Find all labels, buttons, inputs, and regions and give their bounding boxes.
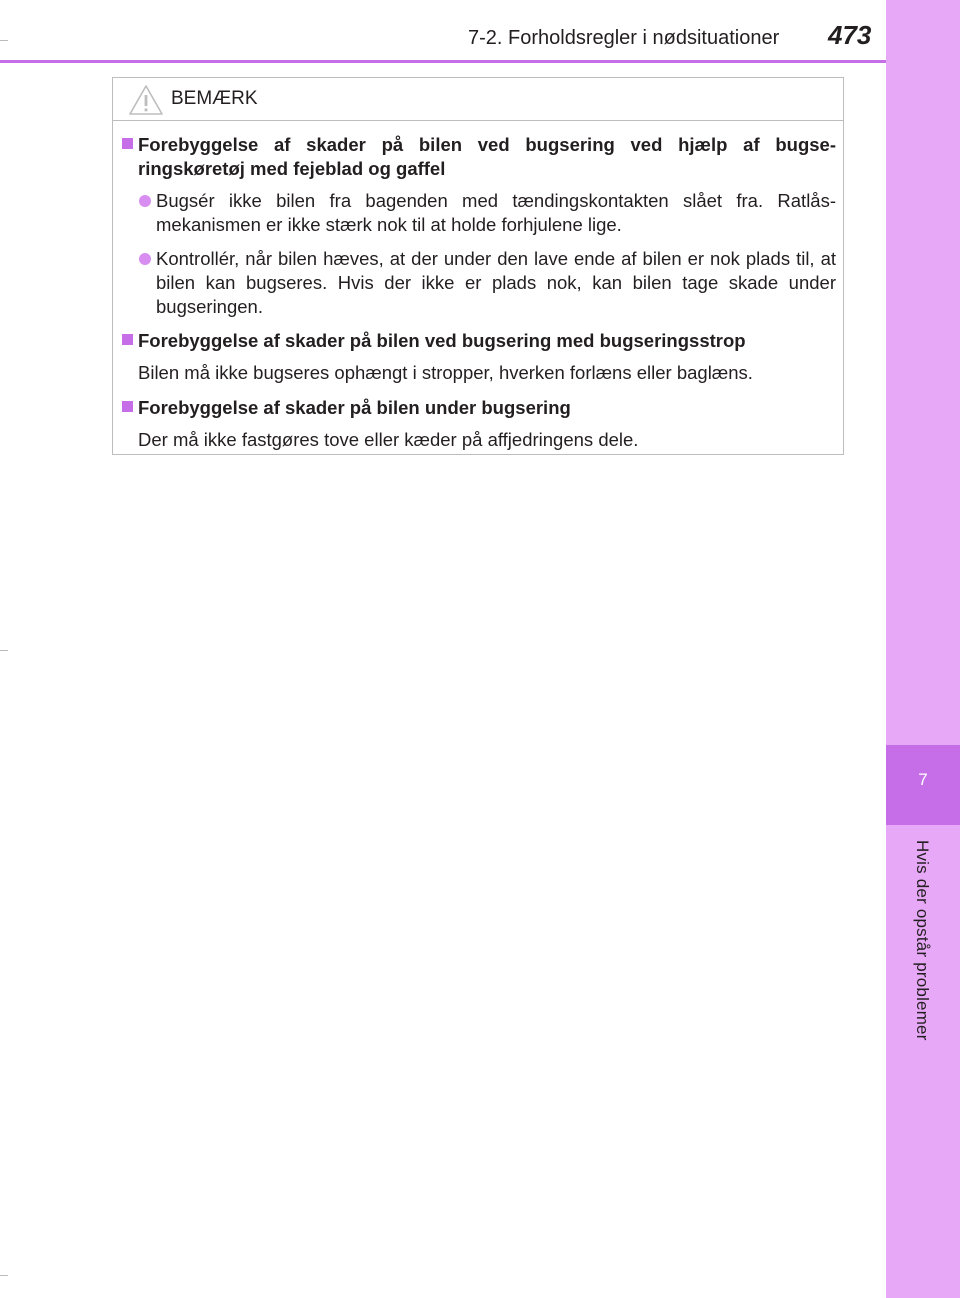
notice-heading — [122, 329, 836, 353]
square-bullet-icon — [122, 401, 133, 412]
notice-label: BEMÆRK — [171, 88, 258, 109]
chapter-number: 7 — [918, 770, 928, 789]
notice-box — [112, 77, 844, 455]
section-title: 7-2. Forholdsregler i nødsituationer — [468, 27, 780, 49]
notice-heading — [122, 133, 836, 181]
notice-paragraph: Bilen må ikke bugseres ophængt i stropper, hverken forlæns eller baglæns. — [138, 362, 753, 383]
list-item-text: Kontrollér, når bilen hæves, at der under den lave ende af bilen er nok plads til, at bilen kan bugseres. Hvis der ikke er plads nok, kan bilen tage skade under bugseringen. — [156, 248, 836, 317]
round-bullet-icon — [139, 195, 151, 207]
notice-heading — [122, 396, 836, 420]
square-bullet-icon — [122, 138, 133, 149]
list-item — [122, 189, 836, 237]
notice-paragraph: Der må ikke fastgøres tove eller kæder på affjedringens dele. — [138, 429, 639, 450]
warning-triangle-icon — [128, 84, 164, 116]
notice-heading-text: Forebyggelse af skader på bilen ved bugsering med bugseringsstrop — [138, 330, 746, 351]
chapter-title: Hvis der opstår problemer — [913, 840, 932, 1041]
chapter-side-tab — [886, 0, 960, 1298]
notice-header — [113, 78, 843, 121]
notice-heading-text: Forebyggelse af skader på bilen ved bugsering ved hjælp af bugse-ringskøretøj med fejeblad og gaffel — [138, 134, 836, 179]
list-item-text: Bugsér ikke bilen fra bagenden med tændingskontakten slået fra. Ratlås-mekanismen er ikke stærk nok til at holde forhjulene lige. — [156, 190, 836, 235]
square-bullet-icon — [122, 334, 133, 345]
notice-content — [122, 133, 836, 463]
header-divider — [0, 60, 886, 63]
list-item — [122, 247, 836, 319]
page-number: 473 — [828, 20, 872, 50]
notice-heading-text: Forebyggelse af skader på bilen under bugsering — [138, 397, 571, 418]
round-bullet-icon — [139, 253, 151, 265]
